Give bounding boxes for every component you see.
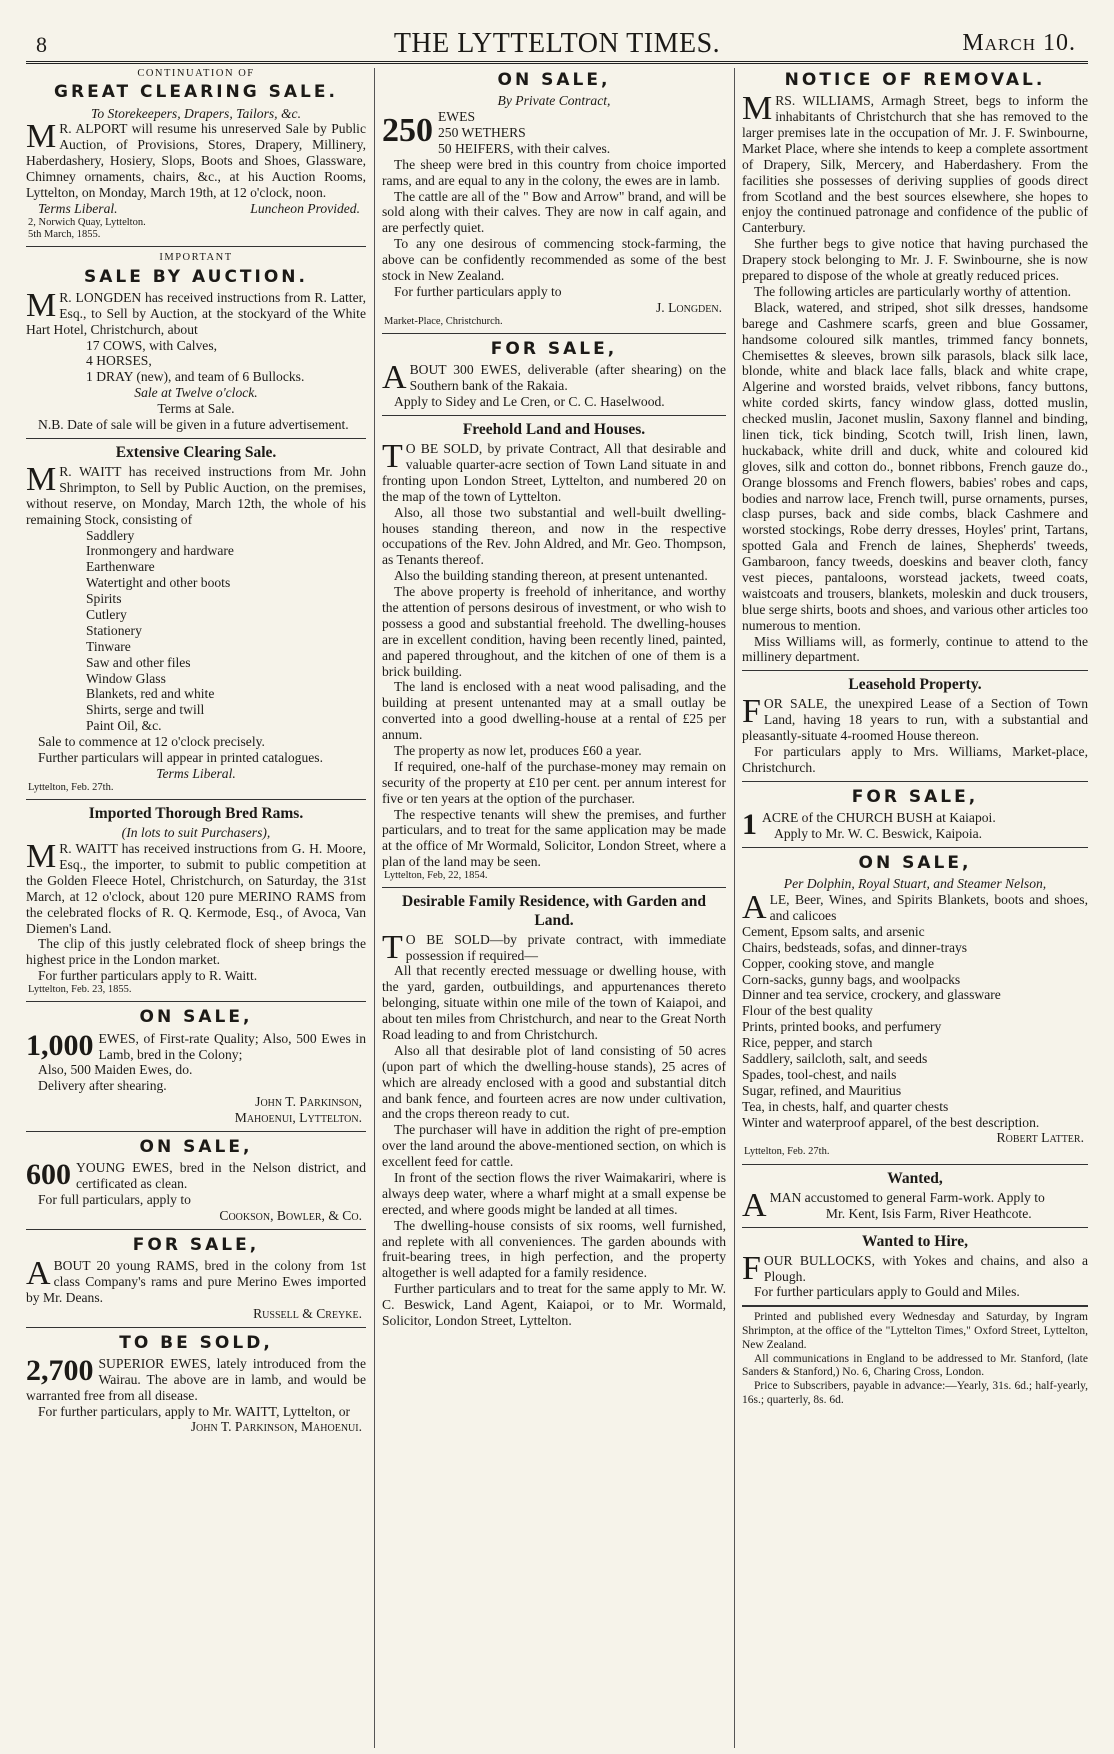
ad-paragraph: Also the building standing thereon, at present untenanted.: [394, 568, 708, 584]
ad-sale-by-auction: [26, 252, 366, 433]
dateline: Market-Place, Christchurch.: [384, 315, 503, 327]
list-item: Prints, printed books, and perfumery: [742, 1019, 942, 1035]
ad-paragraph: Also all that desirable plot of land consisting of 50 acres (upon part of which the dwelling-house stands), 25 acres of which are already enclosed with a good and substantial ditch and bank fence, and fourteen acres are now under cultivation, and the crops thereon ready to cut.: [382, 1042, 726, 1122]
list-item: EWES: [438, 109, 475, 125]
ad-1000-ewes: [26, 1007, 366, 1126]
divider: [742, 781, 1088, 782]
ad-church-bush: [742, 787, 1088, 842]
signature: Cookson, Bowler, & Co.: [219, 1207, 362, 1223]
ad-body: SUPERIOR EWES, lately introduced from the Wairau. The above are in lamb, and would be warranted free from all disease.: [26, 1355, 366, 1403]
ad-subheading: Per Dolphin, Royal Stuart, and Steamer Nelson,: [783, 876, 1047, 892]
terms: Luncheon Provided.: [250, 200, 360, 216]
column-2: [382, 68, 726, 1748]
ad-paragraph: In front of the section flows the river Waimakariri, where is always deep water, where a wharf might at a small expense be erected, and where goods might be landed at all times.: [382, 1169, 726, 1217]
list-item: Winter and waterproof apparel, of the best description.: [742, 1114, 1040, 1130]
ad-heading: ON SALE,: [139, 1137, 253, 1157]
drop-cap: A: [742, 889, 767, 927]
divider: [742, 847, 1088, 848]
ad-2700-ewes: [26, 1333, 366, 1436]
list-item: Paint Oil, &c.: [86, 718, 162, 734]
ad-paragraph: The respective tenants will shew the premises, and further particulars, and to treat for the same application may be made at the office of Mr Wormald, Solicitor, London Street, where a plan of the land may be seen.: [382, 806, 726, 870]
terms: Terms Liberal.: [38, 200, 118, 216]
ad-body: OR SALE, the unexpired Lease of a Section of Town Land, having 18 years to run, with a substantial and pleasantly-situate 4-roomed House thereon.: [742, 696, 1088, 744]
imprint-paragraph: Printed and published every Wednesday and Saturday, by Ingram Shrimpton, at the office of the "Lyttelton Times," Oxford Street, Lyttelton, New Zealand.: [742, 1311, 1088, 1351]
ad-leasehold-property: [742, 676, 1088, 776]
ad-notice-of-removal: [742, 70, 1088, 665]
ad-body: RS. WILLIAMS, Armagh Street, begs to inform the inhabitants of Christchurch that she has removed to the larger premises late in the occupation of Mr. J. F. Swinbourne, Market Place, where she intends to keep a complete assortment of Drapery, Silk, Mercery, and Haberdashery. From the facilities she possesses of deriving supplies of goods direct from Scotland and the best sources elsewhere, she hopes to enjoy the continued patronage and confidence of the public of Canterbury.: [742, 93, 1088, 236]
divider: [382, 887, 726, 888]
list-item: 4 HORSES,: [86, 353, 152, 369]
ad-heading: NOTICE OF REMOVAL.: [784, 70, 1046, 90]
ad-wanted-to-hire: [742, 1233, 1088, 1301]
ad-paragraph: To any one desirous of commencing stock-farming, the above can be confidently recommended as some of the best stock in New Zealand.: [382, 236, 726, 284]
ad-paragraph: For full particulars, apply to: [38, 1192, 191, 1208]
signature: Mahoenui, Lyttelton.: [234, 1110, 362, 1126]
ad-paragraph: Apply to Sidey and Le Cren, or C. C. Haselwood.: [394, 394, 665, 410]
ad-kicker: IMPORTANT: [159, 252, 233, 264]
divider: [382, 333, 726, 334]
list-item: Sugar, refined, and Mauritius: [742, 1082, 902, 1098]
list-item: 50 HEIFERS, with their calves.: [438, 140, 611, 156]
list-item: Corn-sacks, gunny bags, and woolpacks: [742, 971, 961, 987]
list-item: Window Glass: [86, 670, 166, 686]
dateline: Lyttelton, Feb. 23, 1855.: [28, 984, 132, 996]
ad-heading: Freehold Land and Houses.: [462, 420, 646, 438]
newspaper-title: THE LYTTELTON TIMES.: [393, 28, 721, 59]
ad-heading: GREAT CLEARING SALE.: [54, 82, 338, 103]
ad-extensive-clearing-sale: [26, 444, 366, 794]
ad-paragraph: Also, all those two substantial and well-built dwelling-houses standing thereon, and now in the respective occupations of the Rev. John Aldred, and Mr. Geo. Thompson, as Tenants thereof.: [382, 504, 726, 568]
ad-paragraph: For further particulars, apply to Mr. WAITT, Lyttelton, or: [38, 1403, 351, 1419]
list-item: Chairs, bedsteads, sofas, and dinner-trays: [742, 939, 968, 955]
big-number: 600: [26, 1158, 71, 1192]
sale-time: Sale at Twelve o'clock.: [134, 385, 258, 401]
ad-kicker: CONTINUATION OF: [137, 68, 255, 79]
ad-paragraph: Black, watered, and striped, shot silk dresses, handsome barege and Cashmere scarfs, green and blue Gossamer, handsome coloured silk mantles, trimmed fancy bonnets, Chemisettes & sleeves, brown silk parasols, black silk lace, blonde, white and black lace falls, black and white crape, Algerine and worsted braids, velvet ribbons, fancy buttons, white corded skirts, fancy window glass, dotted muslin, checked muslin, Jaconet muslin, Saxony flannel and binding, linen tick, tick binding, Scotch twill, Irish linen, lawn, huckaback, white drill and duck, white and coloured kid gloves, silk and cotton do., bonnet ribbons, French gauze do., Orange blossoms and French flowers, babies' robes and caps, bodies and narrow lace, French twill, purse ornaments, purses, clasp purses, back and side combs, black Cashmere and worsted stockings, Robe derry dresses, Hoyles' print, Tartans, spotted Gala and French de laines, Shepherds' tweeds, Gambaroon, fancy tweeds, doeskins and beaver cloth, fancy vest pieces, pantaloons, worstead jackets, tweed coats, waistcoats and trousers, blankets, moleskin and duck trousers, blue serge shirts, boots and shoes, and various other articles too numerous to mention.: [742, 299, 1088, 633]
dateline: Lyttelton, Feb. 27th.: [28, 781, 114, 793]
drop-cap: M: [26, 118, 57, 156]
ad-body: BOUT 20 young RAMS, bred in the colony from 1st class Company's rams and pure Merino Ewes imported by Mr. Deans.: [26, 1258, 366, 1305]
list-item: 250 WETHERS: [438, 125, 526, 141]
ad-heading: ON SALE,: [858, 852, 972, 873]
big-number: 1: [742, 808, 757, 842]
dateline: Lyttelton, Feb. 27th.: [744, 1146, 830, 1158]
list-item: Watertight and other boots: [86, 575, 231, 591]
column-3: [742, 68, 1088, 1748]
ad-paragraph: The clip of this justly celebrated flock of sheep brings the highest price in the London market.: [26, 936, 366, 968]
ad-heading: Desirable Family Residence, with Garden and Land.: [402, 893, 706, 929]
ad-body: ACRE of the CHURCH BUSH at Kaiapoi.: [762, 810, 996, 826]
list-item: Shirts, serge and twill: [86, 702, 205, 718]
column-1: [26, 68, 366, 1748]
dateline: 5th March, 1855.: [28, 229, 101, 241]
list-item: Saddlery, sailcloth, salt, and seeds: [742, 1050, 928, 1066]
signature: J. Longden.: [655, 299, 722, 315]
ad-body: O BE SOLD—by private contract, with immediate possession if required—: [405, 931, 726, 963]
drop-cap: A: [742, 1186, 767, 1224]
big-number: 2,700: [26, 1353, 94, 1387]
ad-20-rams: [26, 1235, 366, 1322]
ad-600-ewes: [26, 1137, 366, 1224]
drop-cap: M: [26, 461, 57, 498]
ad-on-sale-private-contract: [382, 70, 726, 328]
list-item: Spades, tool-chest, and nails: [742, 1066, 897, 1082]
ad-subheading: To Storekeepers, Drapers, Tailors, &c.: [91, 105, 301, 121]
divider: [382, 415, 726, 416]
ad-body: R. WAITT has received instructions from G. H. Moore, Esq., the importer, to submit to public competition at the Golden Fleece Hotel, Christchurch, on Saturday, the 31st March, at 12 o'clock, about 120 pure MERINO RAMS from the celebrated flocks of R. Q. Kermode, Esq., of Avoca, Van Diemen's Land.: [26, 841, 366, 936]
ad-freehold-land: [382, 421, 726, 882]
ad-paragraph: The property as now let, produces £60 a year.: [394, 742, 642, 758]
list-item: Saw and other files: [86, 654, 191, 670]
ad-great-clearing-sale: [26, 68, 366, 241]
ad-paragraph: The purchaser will have in addition the right of pre-emption over the land around the above-mentioned section, on which is excellent feed for cattle.: [382, 1122, 726, 1170]
ad-paragraph: If required, one-half of the purchase-money may remain on security of the property at £10 per cent. per annum interest for five or ten years at the option of the purchaser.: [382, 758, 726, 806]
signature: Robert Latter.: [996, 1130, 1084, 1146]
list-item: 1 DRAY (new), and team of 6 Bullocks.: [86, 369, 305, 385]
ad-paragraph: The sheep were bred in this country from choice imported rams, and are equal to any in the colony, the ewes are in lamb.: [382, 156, 726, 188]
drop-cap: F: [742, 693, 761, 731]
ad-paragraph: The land is enclosed with a neat wood palisading, and the building at present untenanted may at a small outlay be converted into a good dwelling-house at a rental of £25 per annum.: [382, 679, 726, 743]
drop-cap: T: [382, 438, 403, 476]
list-item: Spirits: [86, 591, 122, 607]
ad-family-residence: [382, 893, 726, 1329]
ad-heading: Imported Thorough Bred Rams.: [88, 805, 304, 823]
ad-heading: ON SALE,: [497, 70, 611, 90]
ad-body: OUR BULLOCKS, with Yokes and chains, and also a Plough.: [763, 1252, 1088, 1284]
list-item: Saddlery: [86, 527, 135, 543]
divider: [742, 1164, 1088, 1165]
ad-paragraph: Also, 500 Maiden Ewes, do.: [38, 1062, 193, 1078]
dateline: Lyttelton, Feb, 22, 1854.: [384, 870, 488, 882]
column-rule: [374, 68, 375, 1748]
ad-wanted-farm-work: [742, 1170, 1088, 1222]
list-item: Cement, Epsom salts, and arsenic: [742, 923, 925, 939]
signature: John T. Parkinson, Mahoenui.: [190, 1419, 362, 1435]
ad-body: LE, Beer, Wines, and Spirits Blankets, boots and shoes, and calicoes: [769, 892, 1088, 923]
divider: [742, 670, 1088, 671]
imprint-paragraph: All communications in England to be addressed to Mr. Stanford, (late Sanders & Stanford,) No. 6, Charing Cross, London.: [742, 1352, 1088, 1379]
ad-paragraph: All that recently erected messuage or dwelling house, with the yard, garden, outbuildings, and appurtenances thereto belonging, situate within one mile of the town of Kaiapoi, and about ten miles from Christchurch, and near to the Great North Road leading to and from Christchurch.: [382, 963, 726, 1042]
list-item: Stationery: [86, 622, 142, 638]
issue-date: March 10.: [962, 30, 1076, 56]
ad-heading: ON SALE,: [139, 1007, 253, 1028]
big-number: 250: [382, 112, 433, 150]
drop-cap: F: [742, 1249, 761, 1287]
ad-heading: FOR SALE,: [490, 339, 618, 359]
ad-300-ewes: [382, 339, 726, 410]
ad-imported-rams: [26, 805, 366, 996]
ad-paragraph: Further particulars and to treat for the same apply to Mr. W. C. Beswick, Land Agent, Kaiapoi, or to Mr. Wormald, Solicitor, London Street, Lyttelton.: [382, 1281, 726, 1328]
ad-heading: FOR SALE,: [851, 786, 979, 807]
ad-heading: Wanted,: [887, 1169, 943, 1187]
divider: [26, 1131, 366, 1132]
page-number: 8: [36, 32, 47, 57]
masthead: [26, 22, 1088, 64]
divider: [26, 1229, 366, 1230]
list-item: Ironmongery and hardware: [86, 543, 234, 559]
column-rule: [734, 68, 735, 1748]
signature: Russell & Creyke.: [253, 1305, 362, 1321]
ad-body: EWES, of First-rate Quality; Also, 500 Ewes in Lamb, bred in the Colony;: [98, 1030, 366, 1062]
list-item: Tea, in chests, half, and quarter chests: [742, 1098, 949, 1114]
list-item: 17 COWS, with Calves,: [86, 337, 218, 353]
drop-cap: T: [382, 928, 403, 966]
columns: [26, 68, 1088, 1748]
terms: Terms Liberal.: [156, 765, 236, 781]
terms: Terms at Sale.: [157, 401, 235, 417]
ad-heading: Extensive Clearing Sale.: [115, 443, 277, 461]
ad-on-sale-goods: [742, 853, 1088, 1159]
divider: [26, 1001, 366, 1002]
ad-subheading: (In lots to suit Purchasers),: [121, 825, 271, 841]
divider: [742, 1227, 1088, 1228]
ad-paragraph: For particulars apply to Mrs. Williams, Market-place, Christchurch.: [742, 744, 1088, 775]
printers-imprint: [742, 1305, 1088, 1408]
list-item: Rice, pepper, and starch: [742, 1035, 873, 1051]
divider: [26, 246, 366, 247]
divider: [26, 1327, 366, 1328]
drop-cap: A: [382, 359, 407, 397]
ad-heading: SALE BY AUCTION.: [84, 266, 308, 287]
ad-body: O BE SOLD, by private Contract, All that desirable and valuable quarter-acre section of Town Land situate in and fronting upon London Street, Lyttelton, and numbered 20 on the map of the town of Lyttelton.: [382, 441, 726, 504]
ad-subheading: By Private Contract,: [497, 93, 611, 109]
list-item: Dinner and tea service, crockery, and glassware: [742, 987, 1001, 1003]
list-item: Cutlery: [86, 607, 127, 623]
imprint-paragraph: Price to Subscribers, payable in advance:—Yearly, 31s. 6d.; half-yearly, 16s.; quarterly, 8s. 6d.: [742, 1380, 1088, 1407]
nota-bene: N.B. Date of sale will be given in a future advertisement.: [38, 416, 349, 432]
ad-paragraph: Delivery after shearing.: [38, 1078, 167, 1094]
divider: [26, 438, 366, 439]
list-item: Tinware: [86, 638, 131, 654]
drop-cap: M: [26, 286, 57, 324]
ad-body: YOUNG EWES, bred in the Nelson district, and certificated as clean.: [76, 1160, 366, 1192]
signature: John T. Parkinson,: [255, 1094, 362, 1110]
big-number: 1,000: [26, 1028, 94, 1062]
drop-cap: M: [26, 838, 57, 876]
ad-paragraph: Mr. Kent, Isis Farm, River Heathcote.: [825, 1205, 1032, 1221]
ad-heading: Wanted to Hire,: [861, 1232, 969, 1250]
ad-paragraph: For further particulars apply to Gould and Miles.: [754, 1284, 1020, 1300]
drop-cap: M: [742, 90, 773, 128]
list-item: Flour of the best quality: [742, 1003, 873, 1019]
ad-body: R. WAITT has received instructions from Mr. John Shrimpton, to Sell by Public Auction, on the premises, without reserve, on Monday, March 12th, the whole of his remaining Stock, consisting of: [26, 464, 366, 527]
list-item: Copper, cooking stove, and mangle: [742, 955, 934, 971]
list-item: Blankets, red and white: [86, 686, 215, 702]
ad-paragraph: The following articles are particularly worthy of attention.: [754, 283, 1072, 299]
drop-cap: A: [26, 1255, 51, 1293]
ad-paragraph: For further particulars apply to R. Waitt.: [38, 968, 258, 984]
ad-paragraph: The cattle are all of the " Bow and Arrow" brand, and will be sold along with their calves. They are now in calf again, and are perfectly quiet.: [382, 188, 726, 236]
ad-paragraph: The above property is freehold of inheritance, and worthy the attention of persons desirous of investment, or who wish to possess a good and substantial freehold. The dwelling-houses are in excellent condition, having been recently lined, painted, and papered throughout, and the kitchen of one of them is a brick building.: [382, 584, 726, 679]
divider: [26, 799, 366, 800]
ad-body: R. LONGDEN has received instructions from R. Latter, Esq., to Sell by Auction, at the stockyard of the White Hart Hotel, Christchurch, about: [26, 289, 366, 337]
ad-heading: FOR SALE,: [132, 1234, 260, 1255]
ad-body: R. ALPORT will resume his unreserved Sale by Public Auction, of Provisions, Stores, Drapery, Millinery, Haberdashery, Hosiery, Slops, Boots and Shoes, Glassware, Chimney ornaments, chairs, &c., at his Auction Rooms, Lyttelton, on Monday, March 19th, at 12 o'clock, noon.: [26, 121, 366, 200]
ad-paragraph: Further particulars will appear in printed catalogues.: [38, 750, 323, 766]
ad-paragraph: For further particulars apply to: [394, 283, 562, 299]
ad-heading: TO BE SOLD,: [119, 1332, 273, 1353]
ad-paragraph: Apply to Mr. W. C. Beswick, Kaipoia.: [774, 826, 983, 842]
ad-body: BOUT 300 EWES, deliverable (after shearing) on the Southern bank of the Rakaia.: [409, 362, 726, 394]
ad-paragraph: The dwelling-house consists of six rooms, well furnished, and replete with all conveniences. The garden abounds with fruit-bearing trees, in high perfection, and the property altogether is well adapted for a family residence.: [382, 1217, 726, 1281]
ad-body: MAN accustomed to general Farm-work. Apply to: [769, 1189, 1045, 1205]
address: 2, Norwich Quay, Lyttelton.: [28, 216, 146, 228]
ad-paragraph: Sale to commence at 12 o'clock precisely.: [38, 734, 265, 750]
list-item: Earthenware: [86, 559, 155, 575]
ad-paragraph: Miss Williams will, as formerly, continue to attend to the millinery department.: [742, 633, 1088, 665]
ad-paragraph: She further begs to give notice that having purchased the Drapery stock belonging to Mr. J. F. Swinbourne, she is now prepared to dispose of the whole at greatly reduced prices.: [742, 236, 1088, 284]
ad-heading: Leasehold Property.: [848, 676, 982, 694]
